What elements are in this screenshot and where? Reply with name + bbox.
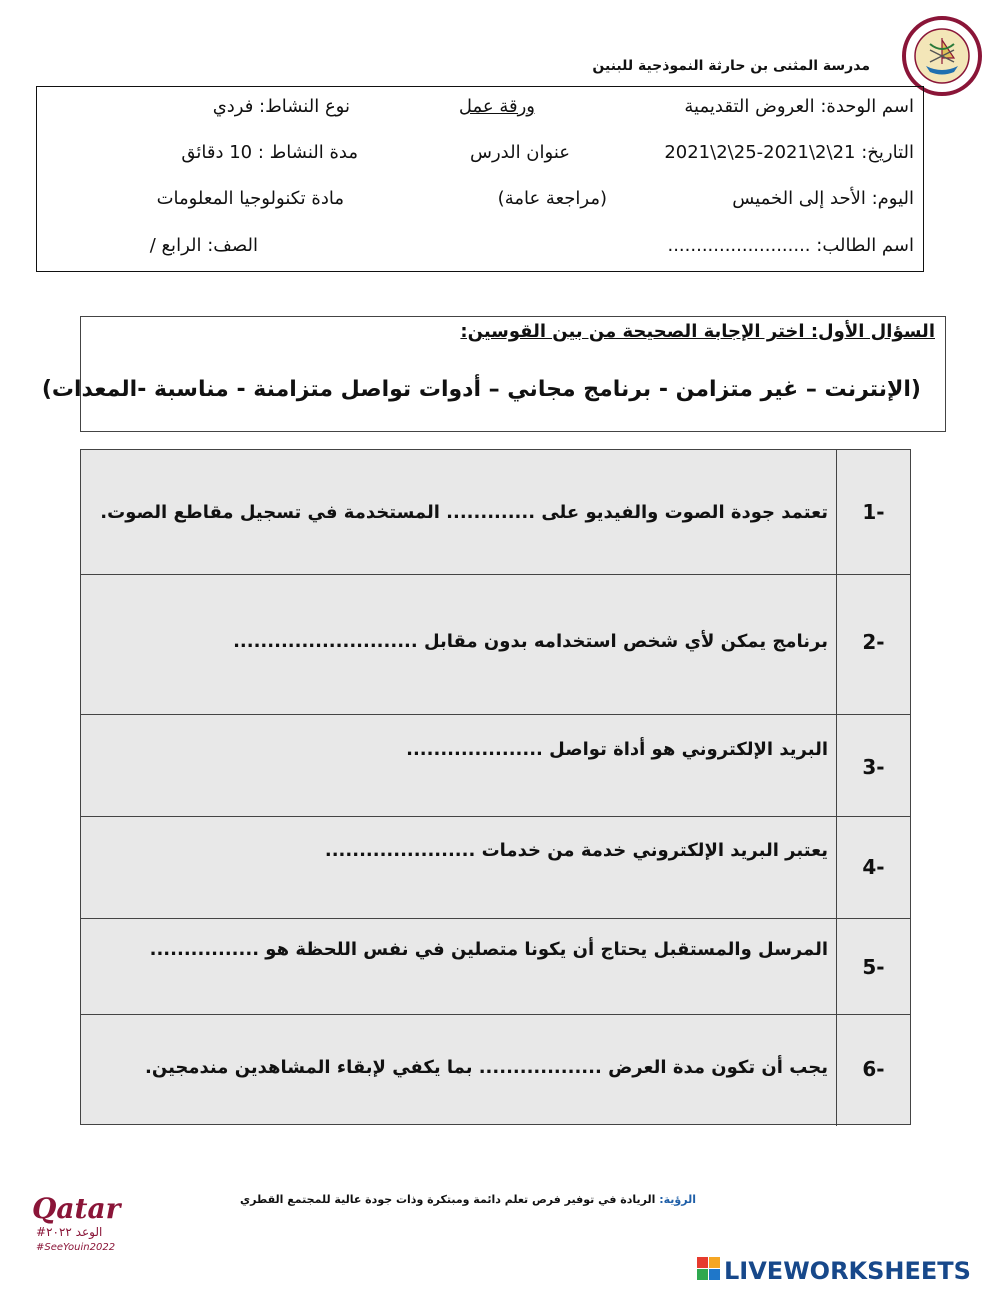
table-row: [81, 715, 910, 817]
item-number: 5-: [862, 955, 885, 979]
item-number: 4-: [862, 855, 885, 879]
svg-text:#الوعد ٢٠٢٢: #الوعد ٢٠٢٢: [36, 1225, 103, 1239]
subject: مادة تكنولوجيا المعلومات: [156, 188, 344, 209]
table-row: [81, 1015, 910, 1126]
item-text[interactable]: البريد الإلكتروني هو أداة تواصل ....................: [406, 739, 828, 760]
worksheet-label: ورقة عمل: [458, 96, 535, 117]
item-number: 6-: [862, 1057, 885, 1081]
item-text[interactable]: المرسل والمستقبل يحتاج أن يكونا متصلين في نفس اللحظة هو ................: [149, 939, 828, 960]
vision-statement: [240, 1193, 696, 1206]
review-label: (مراجعة عامة): [497, 188, 607, 209]
item-number: 1-: [862, 500, 885, 524]
table-row: [81, 817, 910, 919]
svg-text:Qatar: Qatar: [32, 1192, 121, 1225]
question-box: [41, 316, 946, 432]
question-title: السؤال الأول: اختر الإجابة الصحيحة من بين القوسين:: [460, 321, 935, 342]
vision-label: الرؤية:: [659, 1193, 696, 1206]
liveworksheets-logo-icon: [697, 1255, 995, 1283]
unit-name: اسم الوحدة: العروض التقديمية: [684, 96, 914, 117]
questions-table: [80, 449, 911, 1125]
vision-text: الريادة في توفير فرص تعلم دائمة ومبتكرة وذات جودة عالية للمجتمع القطري: [240, 1193, 660, 1206]
item-text[interactable]: برنامج يمكن لأي شخص استخدامه بدون مقابل ...........................: [233, 631, 828, 652]
item-text[interactable]: يجب أن تكون مدة العرض .................. بما يكفي لإبقاء المشاهدين مندمجين.: [145, 1057, 828, 1078]
item-number: 2-: [862, 630, 885, 654]
date: التاريخ: 21\2\2021-25\2\2021: [664, 142, 914, 163]
lesson-title: عنوان الدرس: [469, 142, 570, 163]
student-name-field[interactable]: اسم الطالب: .........................: [667, 235, 914, 256]
answer-choices: (الإنترنت – غير متزامن - برنامج مجاني – أدوات تواصل متزامنة - مناسبة -المعدات): [41, 377, 921, 402]
activity-duration: مدة النشاط : 10 دقائق: [181, 142, 358, 163]
item-text[interactable]: يعتبر البريد الإلكتروني خدمة من خدمات ......................: [324, 840, 828, 861]
table-row: [81, 919, 910, 1015]
day: اليوم: الأحد إلى الخميس: [732, 188, 914, 209]
item-number: 3-: [862, 755, 885, 779]
activity-type: نوع النشاط: فردي: [212, 96, 350, 117]
table-row: [81, 575, 910, 715]
qatar-2022-logo-icon: [30, 1190, 126, 1260]
table-row: [81, 450, 910, 575]
school-name: مدرسة المثنى بن حارثة النموذجية للبنين: [592, 58, 870, 74]
svg-text:LIVEWORKSHEETS: LIVEWORKSHEETS: [724, 1257, 971, 1283]
item-text[interactable]: تعتمد جودة الصوت والفيديو على ............. المستخدمة في تسجيل مقاطع الصوت.: [100, 502, 828, 523]
grade: الصف: الرابع /: [149, 235, 258, 256]
svg-text:#SeeYouin2022: #SeeYouin2022: [36, 1242, 116, 1253]
